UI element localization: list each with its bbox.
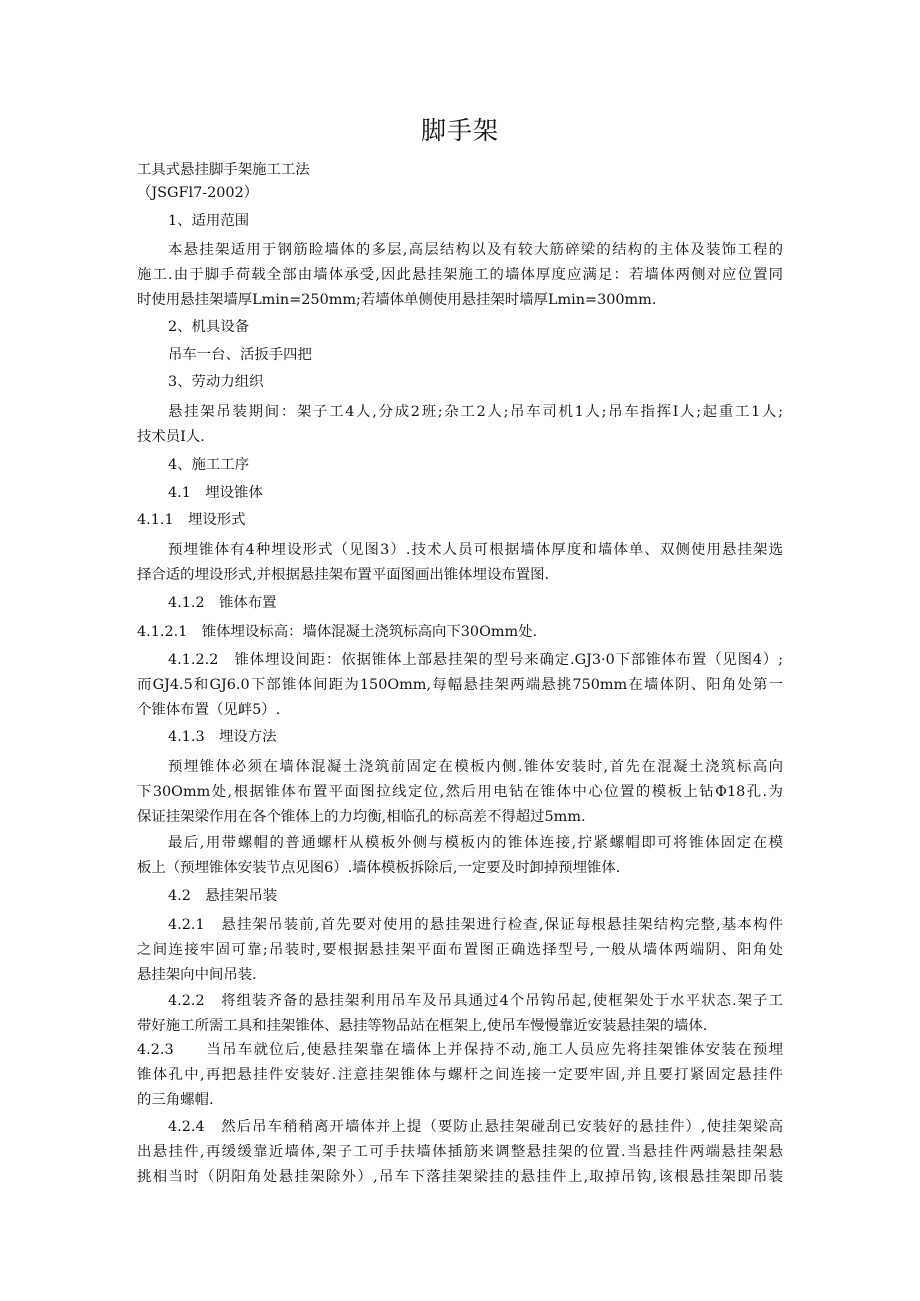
- standard-code-line: （JSGFl7-2002）: [137, 185, 259, 201]
- paragraph-line: 施工.由于脚手荷载全部由墙体承受,因此悬挂架施工的墙体厚度应满足：若墙体两侧对应位置同: [137, 267, 783, 283]
- paragraph-line: 预埋锥体必须在墙体混凝土浇筑前固定在模板内侧.锥体安装时,首先在混凝土浇筑标高向: [168, 759, 783, 775]
- paragraph-line: 挑相当时（阴阳角处悬挂架除外）,吊车下落挂架梁挂的悬挂件上,取掉吊钩,该根悬挂架即吊装: [137, 1169, 783, 1185]
- section-heading: 4.2 悬挂架吊装: [168, 888, 278, 904]
- paragraph-line: 时使用悬挂架墙厚Lmin=250mm;若墙体单侧使用悬挂架时墙厚Lmin=300mm.: [137, 292, 657, 308]
- section-heading: 4.1 埋设锥体: [168, 485, 263, 501]
- section-heading: 4.1.1 埋设形式: [137, 512, 246, 528]
- paragraph-line: 锥体孔中,再把悬挂件安装好.注意挂架锥体与螺杆之间连接一定要牢固,并且要打紧固定悬挂件: [137, 1067, 783, 1083]
- paragraph-line: 4.1.2.1 锥体埋设标高：墙体混凝土浇筑标高向下30Omm处.: [137, 624, 538, 640]
- paragraph-line: 最后,用带螺帽的普通螺杆从模板外侧与模板内的锥体连接,拧紧螺帽即可将锥体固定在模: [168, 835, 783, 851]
- paragraph-line: 吊车一台、活扳手四把: [168, 347, 312, 363]
- section-heading: 4.1.3 埋设方法: [168, 729, 277, 745]
- subtitle-line: 工具式悬挂脚手架施工工法: [137, 162, 310, 178]
- document-title: 脚手架: [420, 116, 499, 145]
- paragraph-line: 板上（预埋锥体安装节点见图6）.墙体模板拆除后,一定要及时卸掉预埋锥体.: [137, 860, 621, 876]
- paragraph-line: 悬挂架吊装期间：架子工4人,分成2班;杂工2人;吊车司机1人;吊车指挥I人;起重工1人;: [168, 404, 783, 420]
- paragraph-line: 4.2.2 将组装齐备的悬挂架利用吊车及吊具通过4个吊钩吊起,使框架处于水平状态.架子工: [168, 993, 783, 1009]
- paragraph-line: 择合适的埋设形式,并根据悬挂架布置平面图画出锥体埋设布置图.: [137, 567, 550, 583]
- paragraph-line: 4.2.1 悬挂架吊装前,首先要对使用的悬挂架进行检查,保证每根悬挂架结构完整,基本构件: [168, 917, 783, 933]
- section-heading: 2、机具设备: [168, 319, 250, 335]
- paragraph-line: 下30Omm处,根据锥体布置平面图拉线定位,然后用电钻在锥体中心位置的模板上钻Φ18孔.为: [137, 784, 783, 800]
- section-heading: 1、适用范围: [168, 213, 250, 229]
- paragraph-line: 4.2.4 然后吊车稍稍离开墙体并上提（要防止悬挂架碰刮已安装好的悬挂件）,使挂架梁高: [168, 1119, 783, 1135]
- paragraph-line: 而GJ4.5和GJ6.0下部锥体间距为150Omm,每幅悬挂架两端悬挑750mm在墙体阴、阳角处第一: [137, 677, 783, 693]
- paragraph-line: 带好施工所需工具和挂架锥体、悬挂等物品站在框架上,使吊车慢慢靠近安装悬挂架的墙体.: [137, 1018, 708, 1034]
- paragraph-line: 的三角螺帽.: [137, 1092, 214, 1108]
- paragraph-line: 出悬挂件,再缓缓靠近墙体,架子工可手扶墙体插筋来调整悬挂架的位置.当悬挂件两端悬挂架悬: [137, 1144, 783, 1160]
- paragraph-line: 4.2.3 当吊车就位后,使悬挂架靠在墙体上并保持不动,施工人员应先将挂架锥体安装在预埋: [137, 1042, 783, 1058]
- paragraph-line: 预埋锥体有4种埋设形式（见图3）.技术人员可根据墙体厚度和墙体单、双侧使用悬挂架选: [168, 542, 783, 558]
- paragraph-line: 个锥体布置（见衅5）.: [137, 702, 281, 718]
- paragraph-line: 技术员I人.: [137, 429, 205, 445]
- paragraph-line: 4.1.2.2 锥体埋设间距：依据锥体上部悬挂架的型号来确定.GJ3·0下部锥体布置（见图4）;: [168, 652, 783, 668]
- paragraph-line: 保证挂架梁作用在各个锥体上的力均衡,相临孔的标高差不得超过5mm.: [137, 809, 586, 825]
- paragraph-line: 本悬挂架适用于钢筋睑墙体的多层,高层结构以及有较大筋碎梁的结构的主体及装饰工程的: [168, 242, 783, 258]
- paragraph-line: 悬挂架向中间吊装.: [137, 967, 257, 983]
- section-heading: 3、劳动力组织: [168, 374, 264, 390]
- section-heading: 4、施工工序: [168, 457, 250, 473]
- section-heading: 4.1.2 锥体布置: [168, 595, 277, 611]
- paragraph-line: 之间连接牢固可靠;吊装时,要根据悬挂架平面布置图正确选择型号,一般从墙体两端阴、阳角处: [137, 942, 783, 958]
